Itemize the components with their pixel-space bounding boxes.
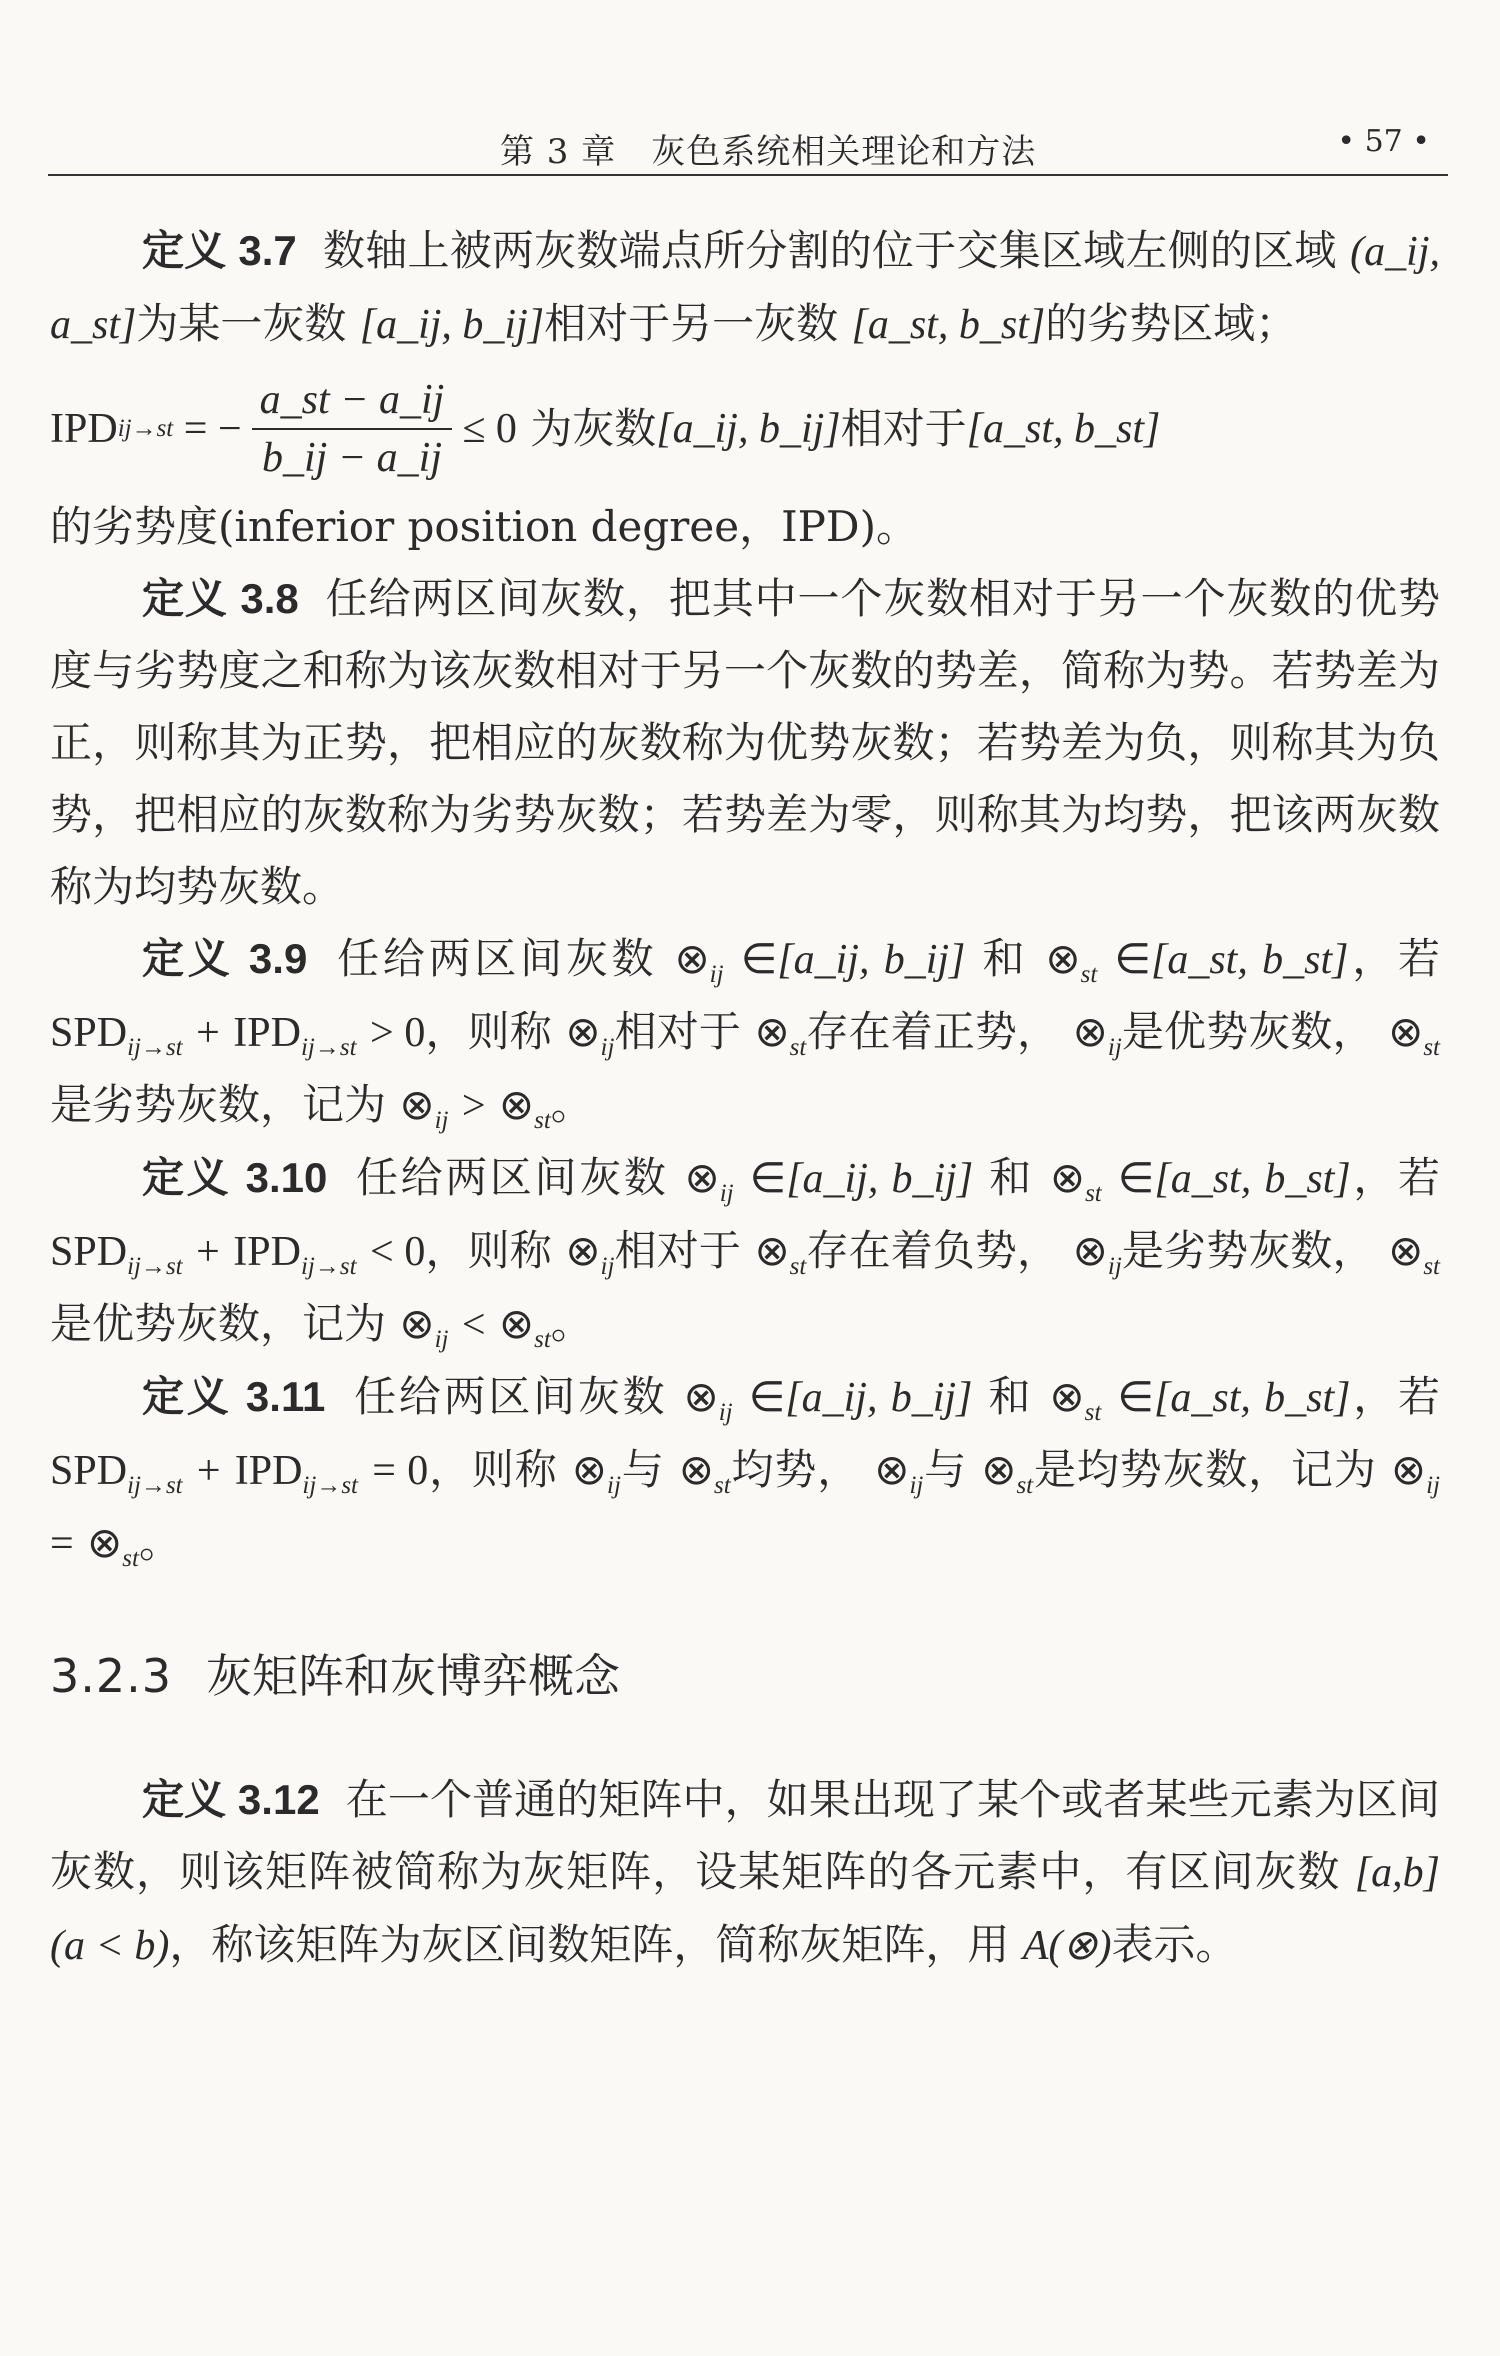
definition-3-8: 定义 3.8 任给两区间灰数，把其中一个灰数相对于另一个灰数的优势度与劣势度之和称为该灰数相对于另一个灰数的势差，简称为势。若势差为正，则称其为正势，把相应的灰数称为优势灰数；若势差为负，则称其为负势，把相应的灰数称为劣势灰数；若势差为零，则称其为均势，把该两灰数称为均势灰数。 <box>50 574 1440 911</box>
definition-label: 定义 3.9 <box>142 935 308 982</box>
definition-label: 定义 3.7 <box>142 227 297 274</box>
definition-3-7-end: 的劣势度(inferior position degree，IPD)。 <box>50 502 918 551</box>
definition-label: 定义 3.8 <box>142 575 299 622</box>
definition-3-7: 定义 3.7 数轴上被两灰数端点所分割的位于交集区域左侧的区域 (a_ij, a_st]为某一灰数 [a_ij, b_ij]相对于另一灰数 [a_st, b_st]的劣势区域； <box>50 226 1440 348</box>
definition-3-9: 定义 3.9 任给两区间灰数 $\otimes_{ij}$ ∈[a_ij, b_ij] 和 $\otimes_{st}$ ∈[a_st, b_st]，若 $SPD_{ij\to st} + IPD_{ij\to st} > 0$，则称 $\otimes_{ij}$相对于 $\otimes_{st}$存在着正势， $\otimes_{ij}$是优势灰数， $\otimes_{st}$是劣势灰数，记为 $\otimes_{ij}$ > $\otimes_{st}$。 <box>50 934 1441 1134</box>
definition-label: 定义 3.11 <box>142 1373 326 1420</box>
definition-3-12: 定义 3.12 在一个普通的矩阵中，如果出现了某个或者某些元素为区间灰数，则该矩阵被简称为灰矩阵，设某矩阵的各元素中，有区间灰数 [a,b](a < b)，称该矩阵为灰区间数矩阵，简称灰矩阵，用 A(⊗)表示。 <box>50 1775 1440 1969</box>
chapter-title: 第 3 章 灰色系统相关理论和方法 <box>500 132 1037 172</box>
section-heading <box>50 1640 1440 1712</box>
page-number: • 57 • <box>1337 124 1430 159</box>
ipd-symbol: IPD <box>50 406 118 452</box>
section-number: 3.2.3 <box>50 1649 173 1703</box>
fraction-denominator: b_ij − a_ij <box>261 435 442 481</box>
interval-left: (a_ij, a_st] <box>50 229 1440 348</box>
definition-3-10: 定义 3.10 任给两区间灰数 $\otimes_{ij}$ ∈[a_ij, b_ij] 和 $\otimes_{st}$ ∈[a_st, b_st]，若 $SPD_{ij\to st} + IPD_{ij\to st} < 0$，则称 $\otimes_{ij}$相对于 $\otimes_{st}$存在着负势， $\otimes_{ij}$是劣势灰数， $\otimes_{st}$是优势灰数，记为 $\otimes_{ij}$ < $\otimes_{st}$。 <box>50 1153 1441 1353</box>
interval-ij: [a_ij, b_ij] <box>359 302 545 348</box>
ipd-formula-line: IPD ij→st = − $\frac{a\_st - a\_ij}{b\_ij - a\_ij}$ ≤ 0 为灰数 [a_ij, b_ij] 相对于 [a_st, b_st] <box>50 367 1440 491</box>
definition-label: 定义 3.12 <box>142 1776 320 1823</box>
fraction-numerator: a_st − a_ij <box>259 377 445 423</box>
definition-label: 定义 3.10 <box>142 1154 328 1201</box>
ipd-fraction <box>252 374 453 484</box>
section-title: 灰矩阵和灰博弈概念 <box>206 1649 621 1703</box>
interval-st: [a_st, b_st] <box>851 302 1046 348</box>
running-header <box>48 118 1448 176</box>
page-content <box>50 215 1440 1982</box>
definition-3-11: 定义 3.11 任给两区间灰数 $\otimes_{ij}$ ∈[a_ij, b_ij] 和 $\otimes_{st}$ ∈[a_st, b_st]，若 $SPD_{ij\to st} + IPD_{ij\to st} = 0$，则称 $\otimes_{ij}$与 $\otimes_{st}$均势， $\otimes_{ij}$与 $\otimes_{st}$是均势灰数，记为 $\otimes_{ij}$ = $\otimes_{st}$。 <box>50 1372 1441 1572</box>
